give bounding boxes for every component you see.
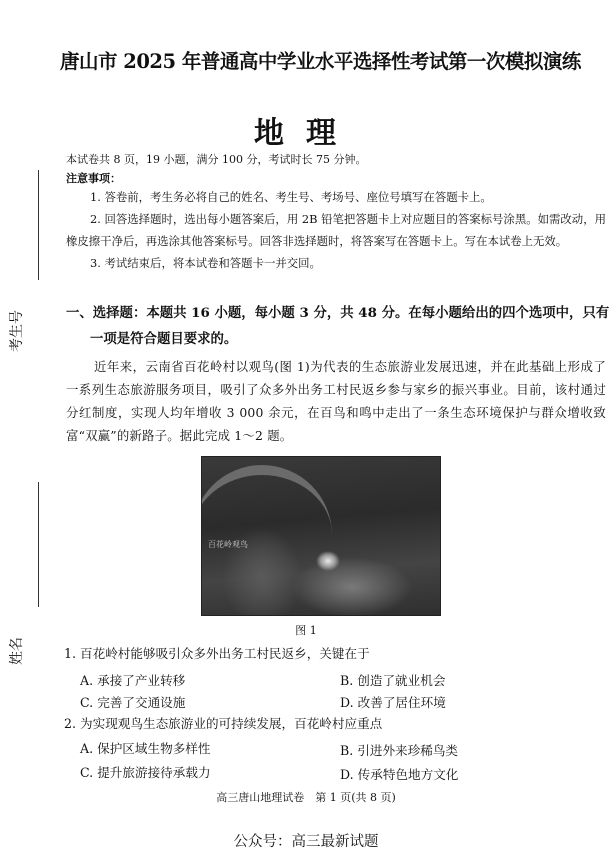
question-1-stem: 1. 百花岭村能够吸引众多外出务工村民返乡，关键在于 [64,646,370,661]
section-heading-line2: 一项是符合题目要求的。 [90,331,238,347]
question-2-option-d[interactable]: D. 传承特色地方文化 [340,767,459,782]
question-1-option-d[interactable]: D. 改善了居住环境 [340,695,446,710]
name-write-line [38,482,39,607]
notice-list [66,186,606,274]
notice-heading: 注意事项： [66,172,121,185]
section-heading [66,300,610,352]
question-1-option-a[interactable]: A. 承接了产业转移 [80,673,186,688]
question-2-option-a[interactable]: A. 保护区域生物多样性 [80,741,211,756]
exam-info: 本试卷共 8 页，19 小题，满分 100 分，考试时长 75 分钟。 [66,153,367,166]
subject-title: 地理 [254,116,358,151]
figure-caption: 图 1 [295,624,317,637]
photo-branch [201,465,332,545]
notice-item-3: 3. 考试结束后，将本试卷和答题卡一并交回。 [90,256,321,270]
question-2-stem: 2. 为实现观鸟生态旅游业的可持续发展，百花岭村应重点 [64,716,383,731]
notice-item-1: 1. 答卷前，考生务必将自己的姓名、考生号、考场号、座位号填写在答题卡上。 [90,190,492,204]
section-heading-line1: 一、选择题：本题共 16 小题，每小题 3 分，共 48 分。在每小题给出的四个选项中，只有 [66,305,610,321]
exam-title: 唐山市 2025 年普通高中学业水平选择性考试第一次模拟演练 [60,50,581,73]
reading-passage: 近年来，云南省百花岭村以观鸟(图 1)为代表的生态旅游业发展迅速，并在此基础上形成了一系列生态旅游服务项目，吸引了众多外出务工村民返乡参与家乡的振兴事业。目前，该村通过分红制度，实现人均年增收 3 000 余元，在百鸟和鸣中走出了一条生态环境保护与群众增收致富“双赢”的新路子。据此完成 1～2 题。 [66,359,606,443]
examinee-no-write-line [38,170,39,280]
question-2-option-b[interactable]: B. 引进外来珍稀鸟类 [340,743,459,758]
question-2-option-c[interactable]: C. 提升旅游接待承载力 [80,765,211,780]
page-footer: 高三唐山地理试卷 第 1 页(共 8 页) [216,791,396,804]
question-1-option-b[interactable]: B. 创造了就业机会 [340,673,446,688]
photo-sign-text: 百花岭观鸟 [208,540,248,549]
notice-item-2: 2. 回答选择题时，选出每小题答案后，用 2B 铅笔把答题卡上对应题目的答案标号涂黑。如需改动，用橡皮擦干净后，再选涂其他答案标号。回答非选择题时，将答案写在答题卡上。写在本试卷上无效。 [66,212,606,248]
question-1-option-c[interactable]: C. 完善了交通设施 [80,695,186,710]
watermark-text: 公众号：高三最新试题 [233,834,379,850]
name-label: 姓名 [9,637,25,665]
examinee-no-label: 考生号 [9,310,25,352]
bird-watching-photo [201,456,441,616]
